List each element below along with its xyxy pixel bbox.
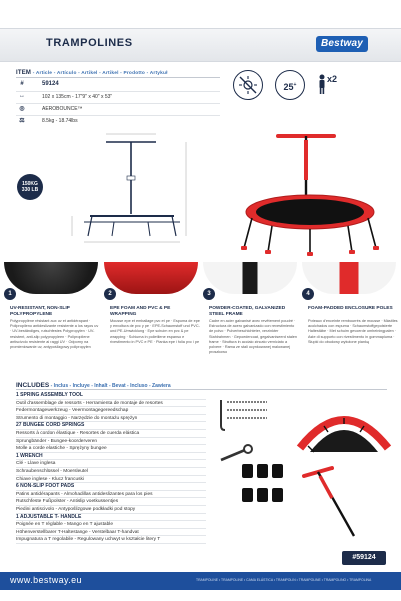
age-value: 25: [283, 82, 294, 92]
item-label-translations: - Article - Artículo - Artikel - Artikel - Prodotto - Artykuł: [32, 71, 168, 76]
weight-icon: ⚖: [19, 118, 25, 124]
material-icon: ◎: [19, 106, 25, 112]
spec-sku: 59124: [42, 81, 59, 87]
list-item: Chiave inglese - Klucz francuski: [16, 476, 206, 484]
list-item: Federmontagewerkzeug - Veermontagegereedschap: [16, 407, 206, 415]
list-item: Outil d'assemblage de ressorts - Herramienta de montaje de resortes: [16, 400, 206, 408]
website-link[interactable]: www.bestway.eu: [10, 575, 82, 585]
feature-image-mat: [4, 262, 98, 294]
trampoline-product-image: [222, 128, 398, 258]
feature-heading: FOAM-PADDED ENCLOSURE POLES: [308, 306, 393, 311]
brand-logo: Bestway: [316, 36, 368, 52]
features-section: [0, 262, 401, 374]
list-item: Rutschfeste Fußpolster - Antislip voetkussentjes: [16, 498, 206, 506]
feature-heading: POWDER-COATED, GALVANIZED STEEL FRAME: [209, 306, 286, 317]
page-footer: [0, 572, 401, 590]
list-item: 1 WRENCH: [16, 453, 206, 461]
feature-number: 1: [4, 288, 16, 300]
feature-heading: EPE FOAM AND PVC & PE WRAPPING: [110, 306, 171, 317]
includes-divider: [16, 389, 387, 390]
page-title: TRAMPOLINES: [46, 37, 133, 49]
spec-row-weight: [16, 117, 216, 127]
feature-description: Mousse epe et emballage pvc et pe · Espuma de epe y envoltura de pvc y pe · EPE-Schaumstoff und PVC- und PE-Umwicklung · Epe schuim en pvc & pe wrapping · Schiuma in polietilene espanso e rivestimento in PVC e PE · Pianka epe i folia pvc i pe: [110, 319, 200, 344]
feature-number: 4: [302, 288, 314, 300]
max-weight-badge: [17, 174, 43, 200]
sku-badge: #59124: [342, 551, 386, 565]
spec-divider: [16, 103, 220, 104]
list-item: Molle a corde elastiche - Sprężyny bungee: [16, 445, 206, 453]
person-icon: [318, 74, 326, 94]
includes-label-prefix: INCLUDES: [16, 382, 50, 389]
spring-tool-image: [215, 396, 275, 432]
spec-row-sku: [16, 81, 216, 91]
age-suffix: +: [293, 82, 297, 88]
max-users-badge: x2: [327, 74, 338, 84]
list-item: Patins antidérapants - Almohadillas antideslizantes para los pies: [16, 491, 206, 499]
hash-icon: #: [20, 81, 24, 87]
item-divider: [16, 77, 220, 78]
list-item: Clé - Llave inglesa: [16, 460, 206, 468]
item-label-prefix: ITEM: [16, 70, 32, 76]
includes-section-label: [16, 382, 171, 389]
list-item: Strumento di montaggio - Narzędzie do montażu sprężyn: [16, 415, 206, 423]
list-item: 1 ADJUSTABLE T- HANDLE: [16, 514, 206, 522]
t-handle-image: [298, 464, 376, 544]
dimension-diagram: [64, 128, 194, 258]
list-item: Piedini antiscivolo - Antypoślizgowe podkładki pod stopy: [16, 506, 206, 514]
dimensions-icon: ↔: [19, 93, 25, 99]
feature-number: 2: [104, 288, 116, 300]
list-item: 6 NON-SLIP FOOT PADS: [16, 483, 206, 491]
feature-image-frame: [203, 262, 297, 294]
max-weight-kg: 150KG: [22, 181, 38, 187]
feature-number: 3: [203, 288, 215, 300]
list-item: Poignée en T réglable - Mango en T ajustable: [16, 521, 206, 529]
list-item: 27 BUNGEE CORD SPRINGS: [16, 422, 206, 430]
feature-image-foam: [104, 262, 198, 294]
footer-tags: TRAMPOLINE • TRAMPOLINE • CAMA ELÁSTICA • TRAMPOLIN • TRAMPOLINE • TRAMPOLINO • TRAMPOLINA: [196, 578, 372, 582]
feature-description: Poteaux d'enceinte rembourrés de mousse · Mástiles acolchados con espuma · Schaumstoffgepolsterte Haltestäbe · Met schuim gevoerde omheiningpalen · Aste di supporto con rivestimento in gommapiuma · Słupki do obudowy wyłożone pianką: [308, 319, 398, 344]
feature-description: Cadre en acier galvanisé avec revêtement poudré · Estructura de acero galvanizado con revestimiento de polvo · Pulverbeschichteter, verzinkter Stahlrahmen · Gepoedercoat, gegalvaniseerd stalen frame · Struttura in acciaio zincato verniciato a polvere · Rama ze stali ocynkowanej malowanej proszkowo: [209, 319, 298, 355]
foot-pads-image: [240, 462, 286, 510]
spec-weight: 8.5kg - 18.74lbs: [42, 118, 78, 124]
feature-heading: UV-RESISTANT, NON-SLIP POLYPROPYLENE: [10, 306, 70, 317]
trampoline-detail-image: [296, 392, 392, 456]
no-sun-icon: [233, 70, 263, 100]
item-section-label: [16, 70, 168, 76]
list-item: Ressorts à cordon élastique - Resortes de cuerda elástica: [16, 430, 206, 438]
spec-row-material: [16, 105, 216, 115]
includes-label-translations: - Inclus - Incluye - Inhalt - Bevat - Incluso - Zawiera: [50, 383, 171, 389]
list-item: Impugnatura a T regolabile - Regulowany uchwyt w kształcie litery T: [16, 536, 206, 544]
spec-dimensions: 102 x 135cm - 17"9" x 40" x 53": [42, 94, 113, 100]
spec-material: AEROBOUNCE™: [42, 106, 83, 112]
list-item: 1 SPRING ASSEMBLY TOOL: [16, 392, 206, 400]
feature-description: Polypropylène résistant aux uv et antidérapant · Polipropileno antideslizante resistente a los rayos uv · UV-beständiges, rutschfestes Polypropylen · UV-resistent, anti-slip polypropyleen · Polipropilene antiscivolo resistente ai raggi UV · Odporny na promieniowanie uv, antypoślizgowy polipropylen: [10, 319, 99, 350]
feature-image-poles: [302, 262, 396, 294]
list-item: Höhenverstellbarer T-Haltestange - Verstelbaar T-handvat: [16, 529, 206, 537]
spec-divider: [16, 115, 220, 116]
list-item: Schraubenschlüssel - Moersleutel: [16, 468, 206, 476]
list-item: Sprungbänder - Bungee-koorderveren: [16, 438, 206, 446]
spec-row-dimensions: [16, 93, 216, 103]
max-weight-lb: 330 LB: [21, 187, 39, 193]
age-badge: [275, 70, 305, 100]
spec-divider: [16, 91, 220, 92]
